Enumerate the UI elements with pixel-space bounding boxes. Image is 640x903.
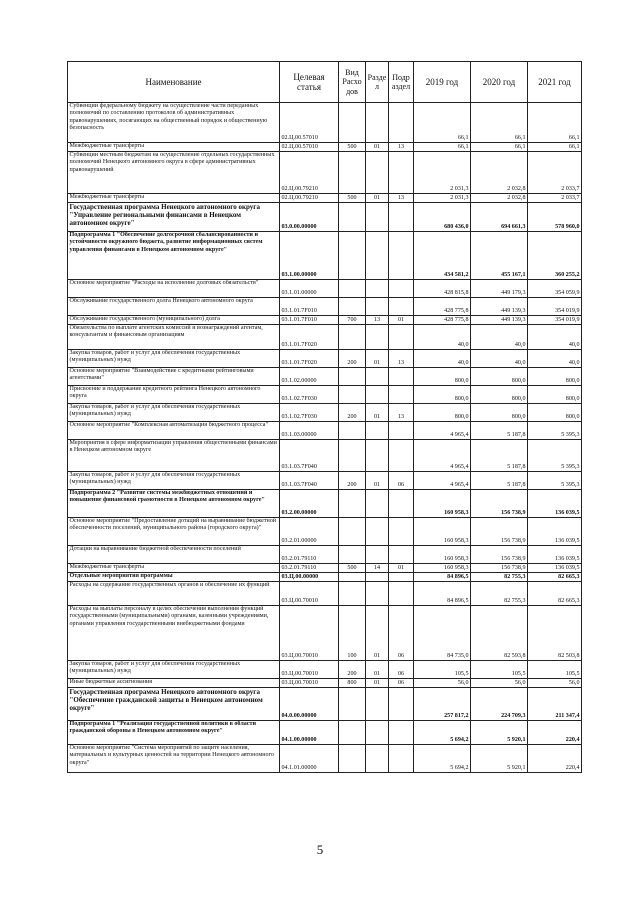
row-value-2021: 5 395,3 — [528, 440, 582, 472]
row-value-2020: 40,0 — [471, 350, 528, 368]
row-podrazdel — [389, 518, 414, 546]
row-podrazdel — [389, 582, 414, 606]
row-vid — [339, 325, 366, 350]
row-vid: 500 — [339, 194, 366, 203]
budget-table — [67, 61, 582, 773]
row-value-2021: 136 039,5 — [528, 546, 582, 564]
row-name: Межбюджетные трансферты — [68, 194, 280, 203]
row-value-2021: 40,0 — [528, 325, 582, 350]
row-value-2020: 449 139,3 — [471, 316, 528, 325]
table-row — [68, 679, 582, 688]
table-row — [68, 350, 582, 368]
row-value-2019: 160 958,3 — [414, 564, 471, 573]
row-value-2021: 56,0 — [528, 679, 582, 688]
row-code: 03.1.03.7F040 — [280, 472, 339, 490]
row-value-2020: 5 187,8 — [471, 440, 528, 472]
row-vid — [339, 573, 366, 582]
header-razdel: Разде л — [366, 62, 389, 103]
row-razdel: 01 — [366, 606, 389, 661]
row-razdel — [366, 325, 389, 350]
row-value-2019: 160 958,3 — [414, 546, 471, 564]
row-podrazdel: 01 — [389, 564, 414, 573]
table-row — [68, 661, 582, 679]
row-podrazdel — [389, 688, 414, 721]
row-vid — [339, 440, 366, 472]
row-value-2021: 2 033,7 — [528, 194, 582, 203]
row-name: Расходы на выплаты персоналу в целях обеспечения выполнения функций государственными (муниципальными) органами, казенными учреждениями, органами управления государственными внебюджетными фондами — [68, 606, 280, 661]
row-value-2020: 5 187,8 — [471, 422, 528, 440]
row-value-2021: 360 255,2 — [528, 232, 582, 280]
row-podrazdel — [389, 280, 414, 298]
row-name: Подпрограмма 2 "Развитие системы межбюджетных отношений и повышение финансовой грамотности в Ненецком автономном округе" — [68, 490, 280, 518]
row-value-2021: 5 395,3 — [528, 472, 582, 490]
header-podrazdel: Подр аздел — [389, 62, 414, 103]
row-razdel — [366, 688, 389, 721]
row-name: Закупка товаров, работ и услуг для обеспечения государственных (муниципальных) нужд — [68, 472, 280, 490]
row-code: 03.1.02.7F030 — [280, 386, 339, 404]
row-code: 04.1.01.00000 — [280, 745, 339, 773]
row-value-2021: 82 665,3 — [528, 573, 582, 582]
row-razdel — [366, 232, 389, 280]
row-value-2020: 156 738,9 — [471, 518, 528, 546]
row-value-2020: 5 920,1 — [471, 745, 528, 773]
row-code: 03.2.01.79110 — [280, 546, 339, 564]
table-row — [68, 472, 582, 490]
row-value-2019: 2 031,3 — [414, 152, 471, 194]
row-podrazdel: 13 — [389, 404, 414, 422]
row-value-2019: 2 031,3 — [414, 194, 471, 203]
row-value-2019: 800,0 — [414, 404, 471, 422]
table-row — [68, 103, 582, 143]
row-podrazdel: 06 — [389, 472, 414, 490]
row-vid — [339, 745, 366, 773]
row-razdel: 01 — [366, 143, 389, 152]
row-code: 03.2.01.79110 — [280, 564, 339, 573]
row-value-2021: 220,4 — [528, 745, 582, 773]
row-code: 03.1.01.7F020 — [280, 350, 339, 368]
row-podrazdel — [389, 546, 414, 564]
row-value-2021: 40,0 — [528, 350, 582, 368]
row-value-2019: 800,0 — [414, 386, 471, 404]
table-row — [68, 564, 582, 573]
row-podrazdel — [389, 232, 414, 280]
row-value-2019: 428 775,8 — [414, 316, 471, 325]
row-razdel — [366, 386, 389, 404]
row-value-2021: 136 039,5 — [528, 564, 582, 573]
row-razdel — [366, 490, 389, 518]
row-value-2021: 136 039,5 — [528, 518, 582, 546]
row-name: Дотации на выравнивание бюджетной обеспеченности поселений — [68, 546, 280, 564]
row-value-2020: 156 738,9 — [471, 546, 528, 564]
row-name: Подпрограмма 1 "Реализация государственной политики в области гражданской обороны в Ненецком автономном округе" — [68, 721, 280, 745]
table-row — [68, 316, 582, 325]
row-value-2019: 56,0 — [414, 679, 471, 688]
row-code: 04.0.00.00000 — [280, 688, 339, 721]
row-code: 02.Ц.00.57010 — [280, 103, 339, 143]
row-value-2019: 800,0 — [414, 368, 471, 386]
row-name: Подпрограмма 1 "Обеспечение долгосрочной сбалансированности и устойчивости окружного бюджета, развитие информационных систем управления финансами в Ненецком автономном округе" — [68, 232, 280, 280]
row-razdel — [366, 203, 389, 232]
row-name: Основное мероприятие "Взаимодействие с кредитными рейтинговыми агентствами" — [68, 368, 280, 386]
row-podrazdel — [389, 152, 414, 194]
row-value-2020: 5 920,1 — [471, 721, 528, 745]
table-header-row — [68, 62, 582, 103]
row-code: 03.1.01.7F010 — [280, 316, 339, 325]
table-row — [68, 386, 582, 404]
row-vid — [339, 518, 366, 546]
row-name: Государственная программа Ненецкого автономного округа "Обеспечение гражданской защиты в Ненецком автономном округе" — [68, 688, 280, 721]
page-number: 5 — [316, 842, 324, 857]
row-value-2021: 82 665,3 — [528, 582, 582, 606]
header-2019: 2019 год — [414, 62, 471, 103]
row-value-2021: 211 347,4 — [528, 688, 582, 721]
row-value-2021: 136 039,5 — [528, 490, 582, 518]
row-podrazdel — [389, 298, 414, 316]
row-razdel — [366, 582, 389, 606]
row-value-2019: 84 896,5 — [414, 582, 471, 606]
row-razdel — [366, 546, 389, 564]
row-name: Отдельные мероприятия программы — [68, 573, 280, 582]
row-value-2019: 160 958,3 — [414, 518, 471, 546]
row-podrazdel — [389, 368, 414, 386]
row-podrazdel — [389, 440, 414, 472]
row-podrazdel: 06 — [389, 679, 414, 688]
row-value-2021: 354 019,9 — [528, 316, 582, 325]
row-value-2019: 428 775,8 — [414, 298, 471, 316]
row-razdel — [366, 280, 389, 298]
table-row — [68, 298, 582, 316]
row-value-2021: 354 059,9 — [528, 280, 582, 298]
row-value-2020: 2 032,8 — [471, 194, 528, 203]
row-value-2019: 4 965,4 — [414, 422, 471, 440]
row-code: 03.Ц.00.00000 — [280, 573, 339, 582]
row-value-2020: 56,0 — [471, 679, 528, 688]
row-code: 03.1.01.7F010 — [280, 298, 339, 316]
row-value-2020: 5 187,8 — [471, 472, 528, 490]
row-value-2021: 800,0 — [528, 386, 582, 404]
row-value-2021: 5 395,3 — [528, 422, 582, 440]
row-name: Закупка товаров, работ и услуг для обеспечения государственных (муниципальных) нужд — [68, 661, 280, 679]
row-value-2019: 4 965,4 — [414, 472, 471, 490]
row-value-2021: 578 960,0 — [528, 203, 582, 232]
row-vid — [339, 386, 366, 404]
row-vid — [339, 582, 366, 606]
row-value-2020: 800,0 — [471, 368, 528, 386]
row-value-2020: 224 709,3 — [471, 688, 528, 721]
row-name: Присвоение и поддержание кредитного рейтинга Ненецкого автономного округа — [68, 386, 280, 404]
row-name: Основное мероприятие "Расходы на исполнение долговых обязательств" — [68, 280, 280, 298]
row-razdel — [366, 745, 389, 773]
row-razdel — [366, 440, 389, 472]
row-vid — [339, 688, 366, 721]
row-name: Закупка товаров, работ и услуг для обеспечения государственных (муниципальных) нужд — [68, 350, 280, 368]
table-row — [68, 582, 582, 606]
table-row — [68, 143, 582, 152]
row-razdel: 01 — [366, 404, 389, 422]
row-value-2020: 156 738,9 — [471, 564, 528, 573]
row-podrazdel — [389, 203, 414, 232]
row-value-2020: 449 139,3 — [471, 298, 528, 316]
row-value-2019: 84 735,0 — [414, 606, 471, 661]
row-name: Межбюджетные трансферты — [68, 143, 280, 152]
table-row — [68, 422, 582, 440]
table-row — [68, 404, 582, 422]
row-code: 03.Ц.00.70010 — [280, 661, 339, 679]
table-row — [68, 721, 582, 745]
row-value-2019: 84 896,5 — [414, 573, 471, 582]
header-2021: 2021 год — [528, 62, 582, 103]
row-value-2021: 82 503,8 — [528, 606, 582, 661]
row-razdel: 01 — [366, 679, 389, 688]
row-razdel: 01 — [366, 194, 389, 203]
row-podrazdel — [389, 745, 414, 773]
row-podrazdel: 06 — [389, 606, 414, 661]
row-code: 03.1.02.00000 — [280, 368, 339, 386]
row-value-2020: 82 755,3 — [471, 573, 528, 582]
row-value-2019: 428 815,8 — [414, 280, 471, 298]
row-code: 03.1.03.00000 — [280, 422, 339, 440]
row-name: Основное мероприятие "Система мероприятий по защите населения, материальных и культурных ценностей на территории Ненецкого автономного округа" — [68, 745, 280, 773]
row-value-2021: 66,1 — [528, 103, 582, 143]
row-code: 03.1.02.7F030 — [280, 404, 339, 422]
table-row — [68, 280, 582, 298]
row-value-2020: 800,0 — [471, 386, 528, 404]
row-podrazdel — [389, 422, 414, 440]
row-razdel: 01 — [366, 350, 389, 368]
row-vid: 200 — [339, 661, 366, 679]
row-vid: 200 — [339, 404, 366, 422]
table-row — [68, 325, 582, 350]
row-razdel: 01 — [366, 661, 389, 679]
row-podrazdel: 06 — [389, 661, 414, 679]
header-name: Наименование — [68, 62, 280, 103]
row-value-2021: 354 019,9 — [528, 298, 582, 316]
row-code: 03.1.01.7F020 — [280, 325, 339, 350]
table-body — [68, 103, 582, 773]
row-podrazdel — [389, 325, 414, 350]
header-2020: 2020 год — [471, 62, 528, 103]
row-code: 03.Ц.00.70010 — [280, 582, 339, 606]
row-value-2020: 82 755,3 — [471, 582, 528, 606]
row-value-2020: 66,1 — [471, 103, 528, 143]
row-podrazdel — [389, 573, 414, 582]
row-podrazdel: 01 — [389, 316, 414, 325]
row-razdel — [366, 573, 389, 582]
row-razdel — [366, 152, 389, 194]
row-razdel: 14 — [366, 564, 389, 573]
row-vid: 700 — [339, 316, 366, 325]
row-value-2021: 220,4 — [528, 721, 582, 745]
row-code: 02.Ц.00.79210 — [280, 194, 339, 203]
row-value-2019: 66,1 — [414, 103, 471, 143]
row-vid — [339, 280, 366, 298]
row-name: Иные бюджетные ассигнования — [68, 679, 280, 688]
row-code: 03.2.00.00000 — [280, 490, 339, 518]
row-value-2019: 680 436,0 — [414, 203, 471, 232]
row-name: Расходы на содержание государственных органов и обеспечение их функций — [68, 582, 280, 606]
row-razdel: 01 — [366, 472, 389, 490]
row-vid — [339, 203, 366, 232]
table-row — [68, 203, 582, 232]
row-podrazdel — [389, 103, 414, 143]
row-vid: 500 — [339, 143, 366, 152]
row-code: 03.Ц.00.70010 — [280, 679, 339, 688]
row-razdel — [366, 422, 389, 440]
row-code: 03.2.01.00000 — [280, 518, 339, 546]
table-row — [68, 745, 582, 773]
row-value-2020: 40,0 — [471, 325, 528, 350]
row-razdel — [366, 721, 389, 745]
row-name: Межбюджетные трансферты — [68, 564, 280, 573]
table-row — [68, 606, 582, 661]
row-value-2020: 82 593,8 — [471, 606, 528, 661]
row-podrazdel: 13 — [389, 143, 414, 152]
row-code: 03.Ц.00.70010 — [280, 606, 339, 661]
row-value-2019: 4 965,4 — [414, 440, 471, 472]
row-code: 04.1.00.00000 — [280, 721, 339, 745]
table-row — [68, 232, 582, 280]
row-vid: 200 — [339, 350, 366, 368]
row-name: Мероприятия в сфере информатизации управления общественными финансами в Ненецком автономном округе — [68, 440, 280, 472]
row-name: Основное мероприятие "Предоставление дотаций на выравнивание бюджетной обеспеченности поселений, муниципального района (городского округа)" — [68, 518, 280, 546]
row-value-2020: 800,0 — [471, 404, 528, 422]
row-name: Субвенции федеральному бюджету на осуществление части переданных полномочий по составлению протоколов об административных правонарушениях, посягающих на общественный порядок и общественную безопасность — [68, 103, 280, 143]
row-code: 03.1.00.00000 — [280, 232, 339, 280]
row-razdel — [366, 103, 389, 143]
row-value-2019: 40,0 — [414, 350, 471, 368]
row-razdel — [366, 368, 389, 386]
row-vid: 200 — [339, 472, 366, 490]
row-value-2019: 105,5 — [414, 661, 471, 679]
row-vid — [339, 232, 366, 280]
row-podrazdel — [389, 386, 414, 404]
row-name: Закупка товаров, работ и услуг для обеспечения государственных (муниципальных) нужд — [68, 404, 280, 422]
table-row — [68, 688, 582, 721]
row-name: Обязательства по выплате агентских комиссий и вознаграждений агентам, консультантам и финансовым организациям — [68, 325, 280, 350]
row-vid — [339, 152, 366, 194]
table-row — [68, 194, 582, 203]
row-value-2019: 160 958,3 — [414, 490, 471, 518]
table-row — [68, 573, 582, 582]
row-value-2019: 40,0 — [414, 325, 471, 350]
row-code: 02.Ц.00.57010 — [280, 143, 339, 152]
row-value-2020: 156 738,9 — [471, 490, 528, 518]
row-value-2020: 66,1 — [471, 143, 528, 152]
header-code: Целевая статья — [280, 62, 339, 103]
row-value-2019: 257 817,2 — [414, 688, 471, 721]
row-value-2020: 694 661,3 — [471, 203, 528, 232]
header-vid: Вид Расхо дов — [339, 62, 366, 103]
row-value-2021: 800,0 — [528, 404, 582, 422]
table-row — [68, 152, 582, 194]
row-value-2020: 2 032,8 — [471, 152, 528, 194]
row-value-2021: 2 033,7 — [528, 152, 582, 194]
table-row — [68, 440, 582, 472]
table-row — [68, 490, 582, 518]
row-vid: 800 — [339, 679, 366, 688]
row-name: Субвенции местным бюджетам на осуществление отдельных государственных полномочий Ненецкого автономного округа в сфере административных правонарушений — [68, 152, 280, 194]
table-row — [68, 546, 582, 564]
row-code: 02.Ц.00.79210 — [280, 152, 339, 194]
row-podrazdel — [389, 721, 414, 745]
row-value-2020: 455 167,1 — [471, 232, 528, 280]
row-name: Основное мероприятие "Комплексная автоматизация бюджетного процесса" — [68, 422, 280, 440]
table-row — [68, 368, 582, 386]
row-code: 03.0.00.00000 — [280, 203, 339, 232]
row-value-2021: 66,1 — [528, 143, 582, 152]
row-podrazdel — [389, 490, 414, 518]
row-value-2021: 800,0 — [528, 368, 582, 386]
row-name: Обслуживание государственного долга Ненецкого автономного округа — [68, 298, 280, 316]
row-name: Государственная программа Ненецкого автономного округа "Управление региональными финансами в Ненецком автономном округе" — [68, 203, 280, 232]
row-vid — [339, 422, 366, 440]
row-vid — [339, 368, 366, 386]
row-vid — [339, 298, 366, 316]
row-value-2019: 5 694,2 — [414, 721, 471, 745]
row-podrazdel: 13 — [389, 194, 414, 203]
row-name: Обслуживание государственного (муниципального) долга — [68, 316, 280, 325]
row-vid — [339, 103, 366, 143]
row-vid — [339, 721, 366, 745]
row-podrazdel: 13 — [389, 350, 414, 368]
row-value-2019: 66,1 — [414, 143, 471, 152]
row-razdel: 13 — [366, 316, 389, 325]
row-value-2021: 105,5 — [528, 661, 582, 679]
row-vid: 100 — [339, 606, 366, 661]
row-razdel — [366, 298, 389, 316]
table-row — [68, 518, 582, 546]
row-value-2019: 434 581,2 — [414, 232, 471, 280]
row-razdel — [366, 518, 389, 546]
row-code: 03.1.01.00000 — [280, 280, 339, 298]
row-vid — [339, 546, 366, 564]
row-code: 03.1.03.7F040 — [280, 440, 339, 472]
row-vid — [339, 490, 366, 518]
row-value-2020: 449 179,3 — [471, 280, 528, 298]
row-value-2020: 105,5 — [471, 661, 528, 679]
row-vid: 500 — [339, 564, 366, 573]
row-value-2019: 5 694,2 — [414, 745, 471, 773]
